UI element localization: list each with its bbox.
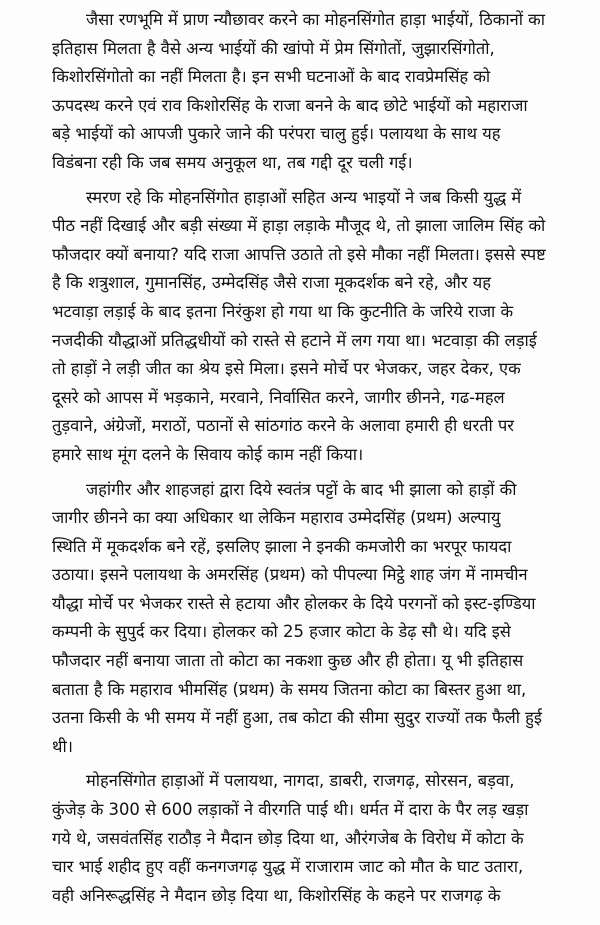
- text-line: वही अनिरूद्धसिंह ने मैदान छोड़ दिया था, किशोरसिंह के कहने पर राजगढ़ के: [52, 885, 501, 905]
- text-line: है कि शत्रुशाल, गुमानसिंह, उम्मेदसिंह जैसे राजा मूकदर्शक बने रहे, और यह: [52, 273, 491, 293]
- text-line: थी।: [52, 736, 73, 756]
- text-line: कुंजेड़ के 300 से 600 लड़ाकों ने वीरगति पाई थी। धर्मत में दारा के पैर लड़ खड़ा: [52, 800, 529, 820]
- text-line: गये थे, जसवंतसिंह राठौड़ ने मैदान छोड़ दिया था, औरंगजेब के विरोध में कोटा के: [52, 828, 524, 848]
- text-line: उठाया। इसने पलायथा के अमरसिंह (प्रथम) को पीपल्या मिट्ठे शाह जंग में नामचीन: [52, 565, 528, 585]
- text-line: इतिहास मिलता है वैसे अन्य भाईयों की खांपो में प्रेम सिंगोतों, जुझारसिंगोतो,: [52, 38, 495, 58]
- text-line: तुड़वाने, अंग्रेजों, मराठों, पठानों से सांठगांठ करने के अलावा हमारी ही धरती पर: [52, 416, 515, 436]
- paragraph-3: [52, 476, 582, 762]
- paragraph-2: [52, 184, 582, 470]
- text-line: हमारे साथ मूंग दलने के सिवाय कोई काम नहीं किया।: [52, 444, 364, 464]
- text-line: पीठ नहीं दिखाई और बड़ी संख्या में हाड़ा लड़ाके मौजूद थे, तो झाला जालिम सिंह को: [52, 216, 546, 236]
- text-line: बताता है कि महाराव भीमसिंह (प्रथम) के समय जितना कोटा का बिस्तर हुआ था,: [52, 679, 527, 699]
- text-line: किशोरसिंगोतो का नहीं मिलता है। इन सभी घटनाओं के बाद रावप्रेमसिंह को: [52, 67, 491, 87]
- text-line: ऊपदस्थ करने एवं राव किशोरसिंह के राजा बनने के बाद छोटे भाईयों को महाराजा: [52, 95, 528, 115]
- text-line: दूसरे को आपस में भड़काने, मरवाने, निर्वासित करने, जागीर छीनने, गढ-महल: [52, 387, 505, 407]
- text-line: फौजदार क्यों बनाया? यदि राजा आपत्ति उठाते तो इसे मौका नहीं मिलता। इससे स्पष्ट: [52, 244, 546, 264]
- text-line: तो हाड़ों ने लड़ी जीत का श्रेय इसे मिला। इसने मोर्चे पर भेजकर, जहर देकर, एक: [52, 359, 521, 379]
- text-line: भटवाड़ा लड़ाई के बाद इतना निरंकुश हो गया था कि कुटनीति के जरिये राजा के: [52, 301, 514, 321]
- paragraph-1: [52, 6, 582, 178]
- text-line: उतना किसी के भी समय में नहीं हुआ, तब कोटा की सीमा सुदुर राज्यों तक फैली हुई: [52, 708, 542, 728]
- text-line: बड़े भाईयों को आपजी पुकारे जाने की परंपरा चालु हुई। पलायथा के साथ यह: [52, 124, 501, 144]
- document-body: [52, 6, 582, 910]
- text-line: यौद्धा मोर्चे पर भेजकर रास्ते से हटाया और होलकर के दिये परगनों को इस्ट-इण्डिया: [52, 593, 536, 613]
- text-line: विडंबना रही कि जब समय अनुकूल था, तब गद्दी दूर चली गई।: [52, 152, 413, 172]
- text-line: नजदीकी यौद्धाओं प्रतिद्धधीयों को रास्ते से हटाने में लग गया था। भटवाड़ा की लड़ाई: [52, 330, 537, 350]
- paragraph-4: [52, 767, 582, 910]
- text-line: मोहनसिंगोत हाड़ाओं में पलायथा, नागदा, डाबरी, राजगढ़, सोरसन, बड़वा,: [86, 771, 515, 791]
- text-line: स्थिति में मूकदर्शक बने रहें, इसलिए झाला ने इनकी कमजोरी का भरपूर फायदा: [52, 536, 512, 556]
- text-line: जहांगीर और शाहजहां द्वारा दिये स्वतंत्र पट्टों के बाद भी झाला को हाड़ों की: [86, 479, 517, 499]
- text-line: स्मरण रहे कि मोहनसिंगोत हाड़ाओं सहित अन्य भाइयों ने जब किसी युद्ध में: [86, 187, 522, 207]
- text-line: जैसा रणभूमि में प्राण न्यौछावर करने का मोहनसिंगोत हाड़ा भाईयों, ठिकानों का: [86, 10, 546, 29]
- text-line: चार भाई शहीद हुए वहीं कनगजगढ़ युद्ध में राजाराम जाट को मौत के घाट उतारा,: [52, 857, 524, 877]
- text-line: फौजदार नहीं बनाया जाता तो कोटा का नकशा कुछ और ही होता। यू भी इतिहास: [52, 651, 524, 671]
- text-line: जागीर छीनने का क्या अधिकार था लेकिन महाराव उम्मेदसिंह (प्रथम) अल्पायु: [52, 508, 501, 528]
- text-line: कम्पनी के सुपुर्द कर दिया। होलकर को 25 हजार कोटा के डेढ़ सौ थे। यदि इसे: [52, 622, 511, 642]
